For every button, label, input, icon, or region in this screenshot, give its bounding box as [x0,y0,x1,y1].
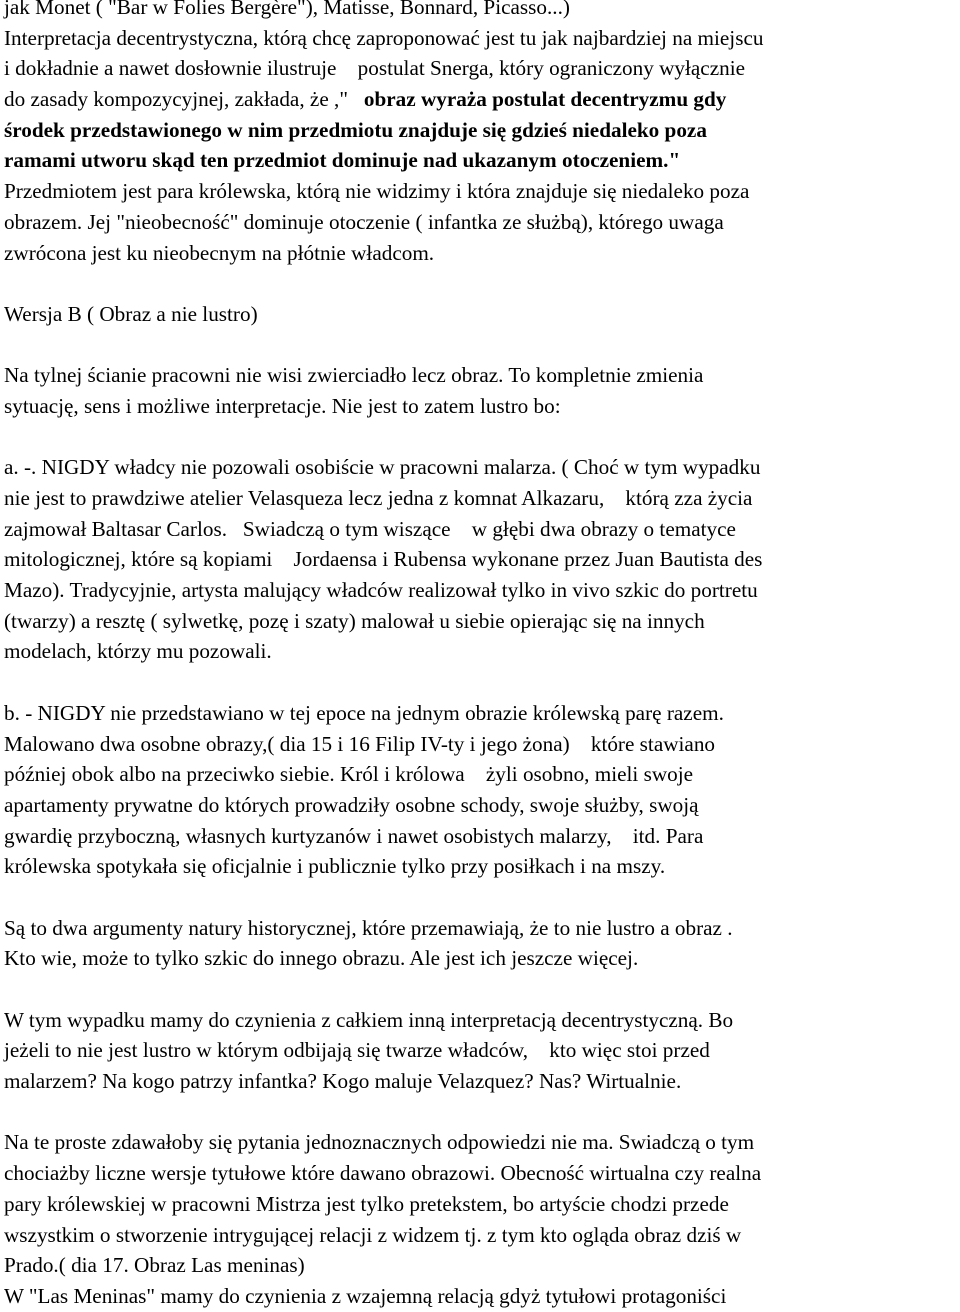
quote-bold-line: środek przedstawionego w nim przedmiotu znajduje się gdzieś niedaleko poza [4,117,707,142]
text-line: obrazem. Jej "nieobecność" dominuje otoczenie ( infantka ze służbą), którego uwaga [4,209,724,234]
paragraph-gap [4,974,956,1005]
text-line: Interpretacja decentrystyczna, którą chcę zaproponować jest tu jak najbardziej na miejscu [4,25,764,50]
text-line: Przedmiotem jest para królewska, którą nie widzimy i która znajduje się niedaleko poza [4,179,750,204]
text-line: pary królewskiej w pracowni Mistrza jest tylko pretekstem, bo artyście chodzi przede [4,1191,729,1216]
questions-paragraph [4,1127,956,1311]
text-line: (twarzy) a resztę ( sylwetkę, pozę i szaty) malował u siebie opierając się na innych [4,608,705,633]
section-heading: Wersja B ( Obraz a nie lustro) [4,301,258,326]
text-line: zwrócona jest ku nieobecnym na płótnie władcom. [4,240,435,265]
text-line: Malowano dwa osobne obrazy,( dia 15 i 16 Filip IV-ty i jego żona) które stawiano [4,731,716,756]
paragraph-gap [4,330,956,361]
text-segment: do zasady kompozycyjnej, zakłada, że ," [4,87,364,112]
text-line: wszystkim o stworzenie intrygującej relacji z widzem tj. z tym kto ogląda obraz dziś w [4,1222,742,1247]
text-line: jeżeli to nie jest lustro w którym odbijają się twarze władców, kto więc stoi przed [4,1038,710,1063]
interpretation-paragraph [4,1005,956,1097]
text-line: królewska spotykała się oficjalnie i publicznie tylko przy posiłkach i na mszy. [4,854,666,879]
argument-a-paragraph [4,452,956,667]
text-line: apartamenty prywatne do których prowadziły osobne schody, swoje służby, swoją [4,792,699,817]
paragraph-gap [4,1097,956,1128]
text-line: zajmował Baltasar Carlos. Swiadczą o tym wiszące w głębi dwa obrazy o tematyce [4,516,736,541]
text-line: gwardię przyboczną, własnych kurtyzanów i nawet osobistych malarzy, itd. Para [4,823,704,848]
text-line: b. - NIGDY nie przedstawiano w tej epoce na jednym obrazie królewską parę razem. [4,700,724,725]
text-line: W tym wypadku mamy do czynienia z całkiem inną interpretacją decentrystyczną. Bo [4,1007,734,1032]
paragraph-gap [4,882,956,913]
text-line: później obok albo na przeciwko siebie. Król i królowa żyli osobno, mieli swoje [4,762,694,787]
version-b-intro-paragraph [4,360,956,421]
document-page [4,0,956,1312]
paragraph-gap [4,268,956,299]
argument-b-paragraph [4,698,956,882]
text-line: i dokładnie a nawet dosłownie ilustruje postulat Snerga, który ograniczony wyłącznie [4,56,745,81]
text-line: Mazo). Tradycyjnie, artysta malujący władców realizował tylko in vivo szkic do portretu [4,578,758,603]
text-line: W "Las Meninas" mamy do czynienia z wzajemną relacją gdyż tytułowi protagoniści [4,1283,727,1308]
text-line: modelach, którzy mu pozowali. [4,639,272,664]
text-line: jak Monet ( "Bar w Folies Bergère"), Matisse, Bonnard, Picasso...) [4,0,570,19]
paragraph-gap [4,422,956,453]
text-line: Kto wie, może to tylko szkic do innego obrazu. Ale jest ich jeszcze więcej. [4,946,639,971]
text-line: sytuację, sens i możliwe interpretacje. Nie jest to zatem lustro bo: [4,393,561,418]
text-line: Prado.( dia 17. Obraz Las meninas) [4,1253,305,1278]
text-line: chociażby liczne wersje tytułowe które dawano obrazowi. Obecność wirtualna czy realna [4,1161,762,1186]
text-line-mixed [4,84,956,115]
arguments-summary-paragraph [4,913,956,974]
text-line: Na te proste zdawałoby się pytania jednoznacznych odpowiedzi nie ma. Swiadczą o tym [4,1130,755,1155]
quote-bold-line: ramami utworu skąd ten przedmiot dominuje nad ukazanym otoczeniem." [4,148,681,173]
text-line: mitologicznej, które są kopiami Jordaensa i Rubensa wykonane przez Juan Bautista des [4,547,763,572]
text-line: nie jest to prawdziwe atelier Velasqueza lecz jedna z komnat Alkazaru, którą zza życia [4,486,753,510]
quote-bold-segment: obraz wyraża postulat decentryzmu gdy [363,87,727,112]
text-line: Są to dwa argumenty natury historycznej, które przemawiają, że to nie lustro a obraz . [4,915,733,940]
intro-paragraph [4,0,956,268]
text-line: a. -. NIGDY władcy nie pozowali osobiście w pracowni malarza. ( Choć w tym wypadku [4,455,761,480]
paragraph-gap [4,667,956,698]
text-line: Na tylnej ścianie pracowni nie wisi zwierciadło lecz obraz. To kompletnie zmienia [4,363,704,388]
text-line: malarzem? Na kogo patrzy infantka? Kogo maluje Velazquez? Nas? Wirtualnie. [4,1069,682,1094]
